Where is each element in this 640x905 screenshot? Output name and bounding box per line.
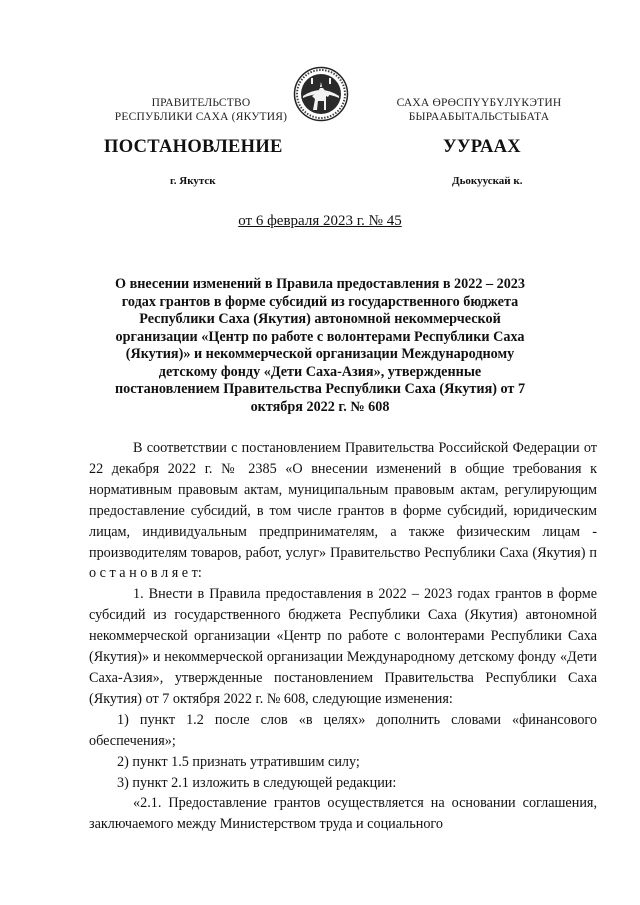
- subpoint-3: 3) пункт 2.1 изложить в следующей редакции:: [117, 774, 397, 791]
- quoted-clause: «2.1. Предоставление грантов осуществляется на основании соглашения, заключаемого между Министерством труда и социального: [89, 795, 597, 833]
- document-date-number: [0, 213, 640, 230]
- document-subject: О внесении изменений в Правила предоставления в 2022 – 2023 годах грантов в форме субсидий из государственного бюджета Республики Саха (Якутия) автономной некоммерческой организации «Центр по работе с волонтерами Республики Саха (Якутия)» и некоммерческой организации Международному детскому фонду «Дети Саха-Азия», утвержденные постановлением Правительства Республики Саха (Якутия) от 7 октября 2022 г. № 608: [114, 276, 526, 415]
- government-header-russian: [86, 96, 316, 124]
- subpoint-1: 1) пункт 1.2 после слов «в целях» дополнить словами «финансового обеспечения»;: [89, 711, 597, 749]
- header-right-line2: БЫРААБЫТАЛЬСТЫБАТА: [408, 111, 550, 123]
- document-type-sakha: УУРААХ: [443, 137, 521, 157]
- header-right-line1: САХА ӨРӨСПҮҮБҮЛҮКЭТИН: [396, 97, 562, 109]
- intro-paragraph: [89, 438, 597, 584]
- point-1: 1. Внести в Правила предоставления в 2022 – 2023 годах грантов в форме субсидий из государственного бюджета Республики Саха (Якутия) автономной некоммерческой организации «Центр по работе с волонтерами Республики Саха (Якутия)» и некоммерческой организации Международному детскому фонду «Дети Саха-Азия», утвержденные постановлением Правительства Республики Саха (Якутия) от 7 октября 2022 г. № 608, следующие изменения:: [89, 586, 597, 707]
- decree-word: п о с т а н о в л я е т:: [89, 544, 598, 582]
- city-sakha: Дьокуускай к.: [452, 175, 523, 187]
- government-header-sakha: [364, 96, 594, 124]
- document-type-russian: ПОСТАНОВЛЕНИЕ: [104, 137, 283, 157]
- header-left-line2: РЕСПУБЛИКИ САХА (ЯКУТИЯ): [114, 111, 288, 123]
- intro-text: В соответствии с постановлением Правительства Российской Федерации от 22 декабря 2022 г. № 2385 «О внесении изменений в общие требования к нормативным правовым актам, муниципальным правовым актам, регулирующим предоставление субсидий, в том числе грантов в форме субсидий, юридическим лицам, индивидуальным предпринимателям, а также физическим лицам - производителям товаров, работ, услуг» Правительство Республики Саха (Якутия): [89, 440, 597, 561]
- subpoint-2: 2) пункт 1.5 признать утратившим силу;: [117, 753, 360, 770]
- date-number-text: от 6 февраля 2023 г. № 45: [238, 213, 402, 229]
- coat-of-arms-icon: [293, 66, 349, 122]
- header-left-line1: ПРАВИТЕЛЬСТВО: [151, 97, 251, 109]
- city-russian: г. Якутск: [170, 175, 216, 187]
- document-body: [89, 438, 597, 835]
